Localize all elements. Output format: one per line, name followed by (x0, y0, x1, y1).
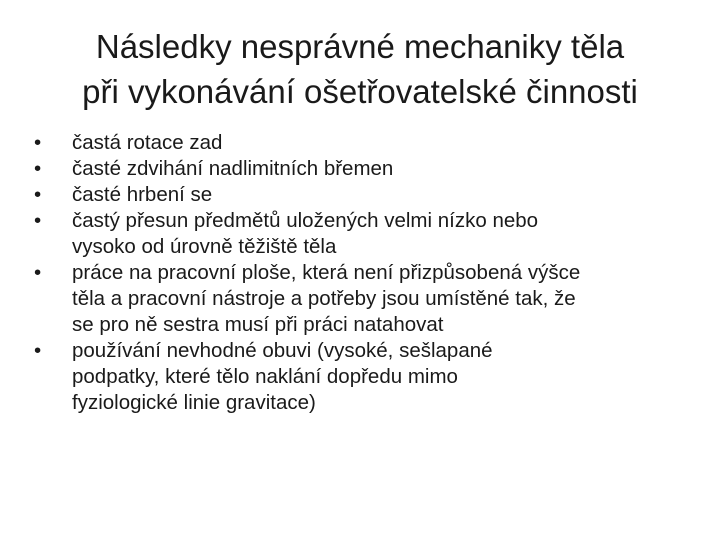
bullet-list (34, 130, 694, 416)
bullet-item (34, 260, 694, 338)
bullet-text-line: časté zdvihání nadlimitních břemen (72, 157, 394, 180)
bullet-item (34, 156, 694, 182)
bullet-marker: • (34, 339, 42, 362)
bullet-item (34, 130, 694, 156)
bullet-text-line: těla a pracovní nástroje a potřeby jsou umístěné tak, že (72, 287, 576, 310)
bullet-text-line: fyziologické linie gravitace) (72, 391, 316, 414)
bullet-text-line: častá rotace zad (72, 131, 223, 154)
slide-title (30, 24, 690, 114)
bullet-marker: • (34, 157, 42, 180)
bullet-text-line: se pro ně sestra musí při práci natahovat (72, 313, 444, 336)
bullet-item (34, 338, 694, 416)
bullet-marker: • (34, 209, 42, 232)
bullet-marker: • (34, 261, 42, 284)
bullet-item (34, 182, 694, 208)
bullet-text-line: častý přesun předmětů uložených velmi nízko nebo (72, 209, 539, 232)
bullet-text-line: práce na pracovní ploše, která není přizpůsobená výšce (72, 261, 581, 284)
slide-title-line-2: při vykonávání ošetřovatelské činnosti (82, 73, 638, 110)
bullet-text-line: používání nevhodné obuvi (vysoké, sešlapané (72, 339, 493, 362)
bullet-text-line: časté hrbení se (72, 183, 213, 206)
bullet-text-line: vysoko od úrovně těžiště těla (72, 235, 337, 258)
bullet-text-line: podpatky, které tělo naklání dopředu mimo (72, 365, 458, 388)
bullet-item (34, 208, 694, 260)
slide-title-line-1: Následky nesprávné mechaniky těla (95, 28, 625, 65)
bullet-marker: • (34, 183, 42, 206)
bullet-marker: • (34, 131, 42, 154)
